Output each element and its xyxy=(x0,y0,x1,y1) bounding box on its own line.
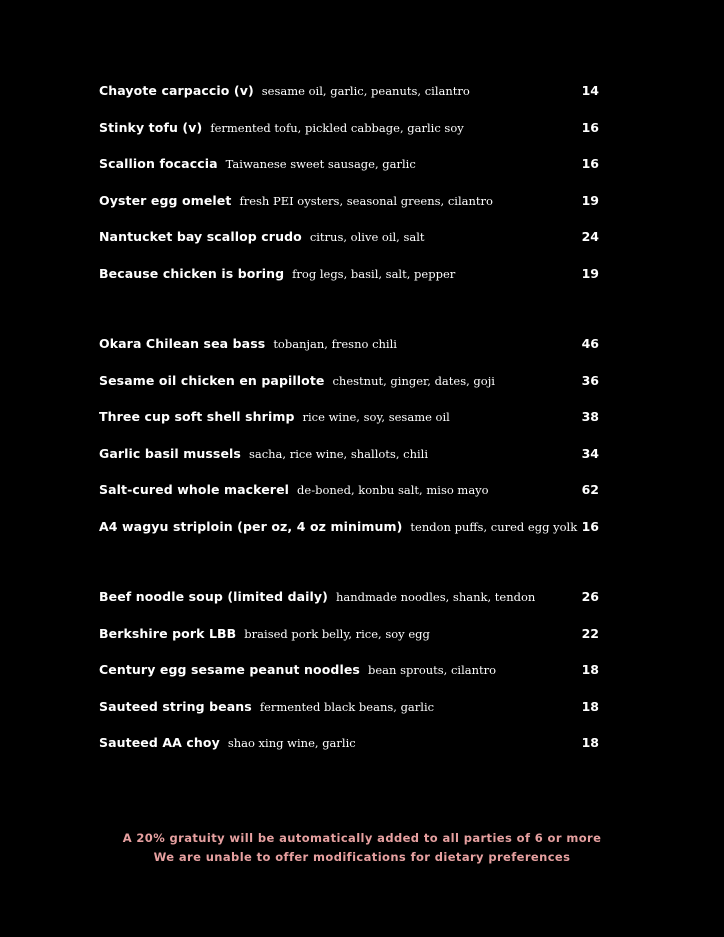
item-description: fermented tofu, pickled cabbage, garlic soy xyxy=(210,120,464,135)
item-name: Sesame oil chicken en papillote xyxy=(99,372,325,388)
item-name: Century egg sesame peanut noodles xyxy=(99,662,360,678)
menu-item xyxy=(99,625,599,662)
menu-item xyxy=(99,265,599,302)
item-description: braised pork belly, rice, soy egg xyxy=(244,626,430,641)
gratuity-notice: A 20% gratuity will be automatically added to all parties of 6 or more xyxy=(122,831,602,845)
item-name: Beef noodle soup (limited daily) xyxy=(99,589,328,604)
menu-item xyxy=(99,372,599,409)
item-price: 62 xyxy=(581,482,599,498)
menu-item xyxy=(99,734,599,771)
menu-section-3 xyxy=(99,588,599,771)
item-price: 19 xyxy=(581,265,599,281)
item-description: de-boned, konbu salt, miso mayo xyxy=(297,483,489,498)
menu-item xyxy=(99,228,599,265)
menu-item xyxy=(99,119,599,156)
item-name: Scallion focaccia xyxy=(99,156,218,172)
item-description: fermented black beans, garlic xyxy=(259,699,435,714)
menu-section-1 xyxy=(99,82,599,302)
item-name: Sauteed AA choy xyxy=(99,735,220,751)
item-description: shao xing wine, garlic xyxy=(227,736,356,751)
menu-item xyxy=(99,155,599,192)
menu-item xyxy=(99,588,599,625)
item-price: 16 xyxy=(581,119,599,135)
item-price: 14 xyxy=(581,83,599,98)
item-description: citrus, olive oil, salt xyxy=(309,230,425,245)
item-name: Chayote carpaccio (v) xyxy=(99,83,254,98)
menu-item xyxy=(99,518,599,555)
item-name: Sauteed string beans xyxy=(99,698,252,714)
menu-item xyxy=(99,481,599,518)
item-description: Taiwanese sweet sausage, garlic xyxy=(225,157,416,172)
item-price: 34 xyxy=(581,445,599,461)
item-name: Garlic basil mussels xyxy=(99,445,241,461)
item-price: 19 xyxy=(581,192,599,208)
item-description: fresh PEI oysters, seasonal greens, cilantro xyxy=(239,193,493,208)
menu-item xyxy=(99,335,599,372)
item-price: 36 xyxy=(581,372,599,388)
menu-item xyxy=(99,661,599,698)
item-description: sacha, rice wine, shallots, chili xyxy=(248,446,429,461)
item-description: tendon puffs, cured egg yolk xyxy=(410,519,578,534)
menu-item xyxy=(99,192,599,229)
item-description: bean sprouts, cilantro xyxy=(367,663,497,678)
item-name: Because chicken is boring xyxy=(99,265,285,281)
item-price: 16 xyxy=(581,518,599,534)
item-price: 16 xyxy=(581,156,599,172)
item-name: Salt-cured whole mackerel xyxy=(99,482,290,498)
item-name: Berkshire pork LBB xyxy=(99,625,237,641)
item-price: 26 xyxy=(581,589,599,604)
item-price: 18 xyxy=(581,698,599,714)
item-description: rice wine, soy, sesame oil xyxy=(302,410,450,425)
item-price: 18 xyxy=(581,662,599,678)
item-price: 46 xyxy=(581,336,599,351)
dietary-notice: We are unable to offer modifications for dietary preferences xyxy=(153,850,571,864)
menu-section-2 xyxy=(99,335,599,555)
item-name: Nantucket bay scallop crudo xyxy=(99,229,302,245)
item-description: handmade noodles, shank, tendon xyxy=(336,590,536,604)
item-description: tobanjan, fresno chili xyxy=(273,337,397,351)
item-description: chestnut, ginger, dates, goji xyxy=(332,373,495,388)
item-price: 22 xyxy=(581,625,599,641)
item-name: Oyster egg omelet xyxy=(99,192,232,208)
item-name: Stinky tofu (v) xyxy=(99,119,203,135)
item-name: Okara Chilean sea bass xyxy=(99,336,266,351)
menu-item xyxy=(99,698,599,735)
menu-item xyxy=(99,408,599,445)
menu-item xyxy=(99,82,599,119)
item-description: frog legs, basil, salt, pepper xyxy=(292,266,456,281)
item-price: 38 xyxy=(581,409,599,425)
item-price: 18 xyxy=(581,735,599,751)
item-price: 24 xyxy=(581,229,599,245)
item-description: sesame oil, garlic, peanuts, cilantro xyxy=(261,84,470,98)
item-name: A4 wagyu striploin (per oz, 4 oz minimum) xyxy=(99,518,403,534)
footer-notice xyxy=(0,829,724,867)
item-name: Three cup soft shell shrimp xyxy=(99,409,295,425)
menu-item xyxy=(99,445,599,482)
